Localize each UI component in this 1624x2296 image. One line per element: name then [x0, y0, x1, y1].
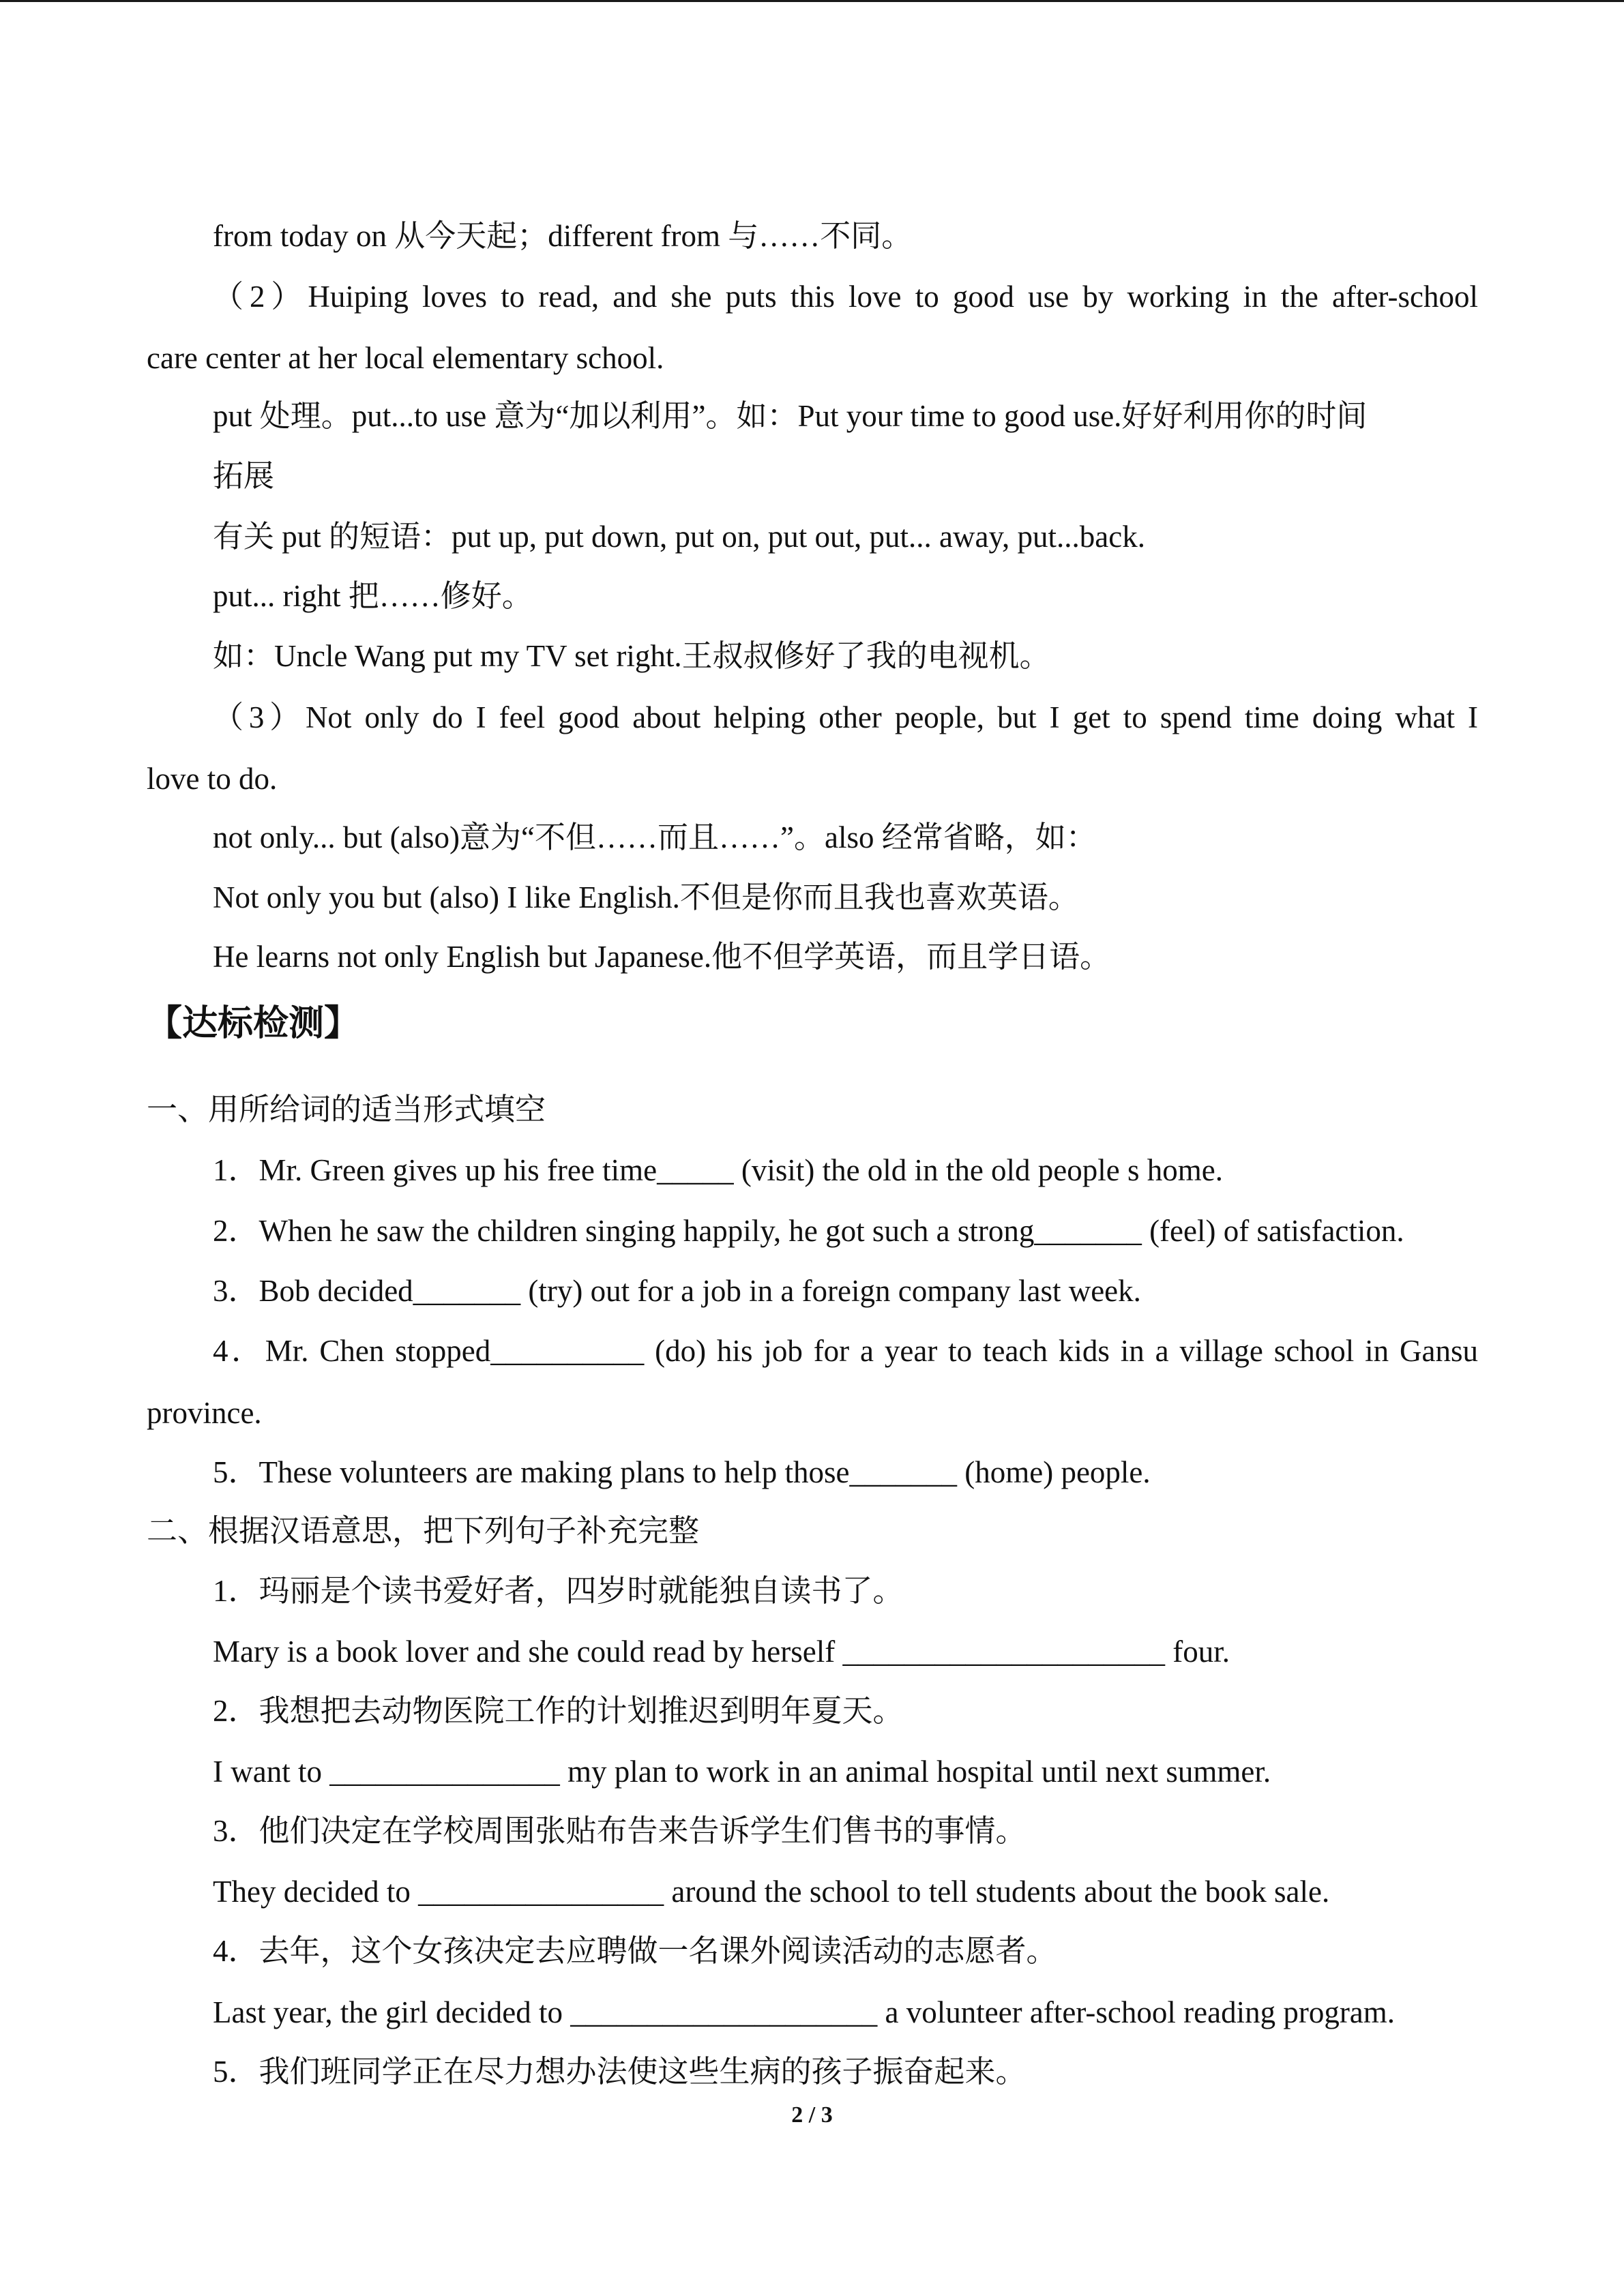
part2-question-1-english: Mary is a book lover and she could read by herself _____________________ four.: [213, 1635, 1230, 1669]
top-border: [0, 0, 1624, 2]
note-line: not only... but (also)意为“不但……而且……”。also 经常省略，如：: [213, 820, 1097, 854]
note-line: 如：Uncle Wang put my TV set right.王叔叔修好了我的电视机。: [213, 639, 1050, 673]
part1-question-4-line-2: province.: [147, 1396, 262, 1430]
note-line: from today on 从今天起；different from 与……不同。: [213, 219, 913, 253]
page-number: 2 / 3: [791, 2102, 833, 2128]
note-line: Not only you but (also) I like English.不但是你而且我也喜欢英语。: [213, 880, 1079, 914]
part2-question-4-chinese: 4．去年，这个女孩决定去应聘做一名课外阅读活动的志愿者。: [213, 1934, 1057, 1968]
part2-question-4-english: Last year, the girl decided to ____________________ a volunteer after-school reading program.: [213, 1995, 1396, 2029]
note-line: 拓展: [213, 459, 275, 493]
sentence-3-line-1: （3）Not only do I feel good about helping other people, but I get to spend time doing what I: [213, 700, 1478, 734]
sentence-3-line-2: love to do.: [147, 762, 278, 796]
note-line: He learns not only English but Japanese.他不但学英语，而且学日语。: [213, 940, 1111, 974]
part1-question-2: 2．When he saw the children singing happily, he got such a strong_______ (feel) of satisfaction.: [213, 1214, 1404, 1248]
sentence-2-line-1: （2）Huiping loves to read, and she puts this love to good use by working in the after-school: [213, 280, 1478, 314]
note-line: 有关 put 的短语：put up, put down, put on, put out, put... away, put...back.: [213, 520, 1145, 554]
part2-title: 二、根据汉语意思，把下列句子补充完整: [147, 1514, 700, 1548]
part2-question-2-english: I want to _______________ my plan to work in an animal hospital until next summer.: [213, 1755, 1271, 1789]
part1-question-3: 3．Bob decided_______ (try) out for a job in a foreign company last week.: [213, 1274, 1141, 1308]
sentence-2-line-2: care center at her local elementary school.: [147, 341, 664, 375]
part1-question-4-line-1: 4．Mr. Chen stopped__________ (do) his job for a year to teach kids in a village school in Gansu: [213, 1334, 1478, 1368]
note-line: put... right 把……修好。: [213, 579, 533, 613]
part2-question-1-chinese: 1．玛丽是个读书爱好者，四岁时就能独自读书了。: [213, 1574, 904, 1608]
section-heading: 【达标检测】: [147, 1003, 360, 1044]
part1-question-1: 1．Mr. Green gives up his free time_____ (visit) the old in the old people s home.: [213, 1153, 1223, 1187]
part1-title: 一、用所给词的适当形式填空: [147, 1092, 546, 1127]
part2-question-3-chinese: 3．他们决定在学校周围张贴布告来告诉学生们售书的事情。: [213, 1814, 1027, 1848]
part2-question-5-chinese: 5．我们班同学正在尽力想办法使这些生病的孩子振奋起来。: [213, 2055, 1027, 2089]
part1-question-5: 5．These volunteers are making plans to help those_______ (home) people.: [213, 1455, 1151, 1489]
part2-question-2-chinese: 2．我想把去动物医院工作的计划推迟到明年夏天。: [213, 1694, 904, 1728]
part2-question-3-english: They decided to ________________ around the school to tell students about the book sale.: [213, 1875, 1330, 1909]
note-line: put 处理。put...to use 意为“加以利用”。如：Put your time to good use.好好利用你的时间: [213, 399, 1368, 433]
